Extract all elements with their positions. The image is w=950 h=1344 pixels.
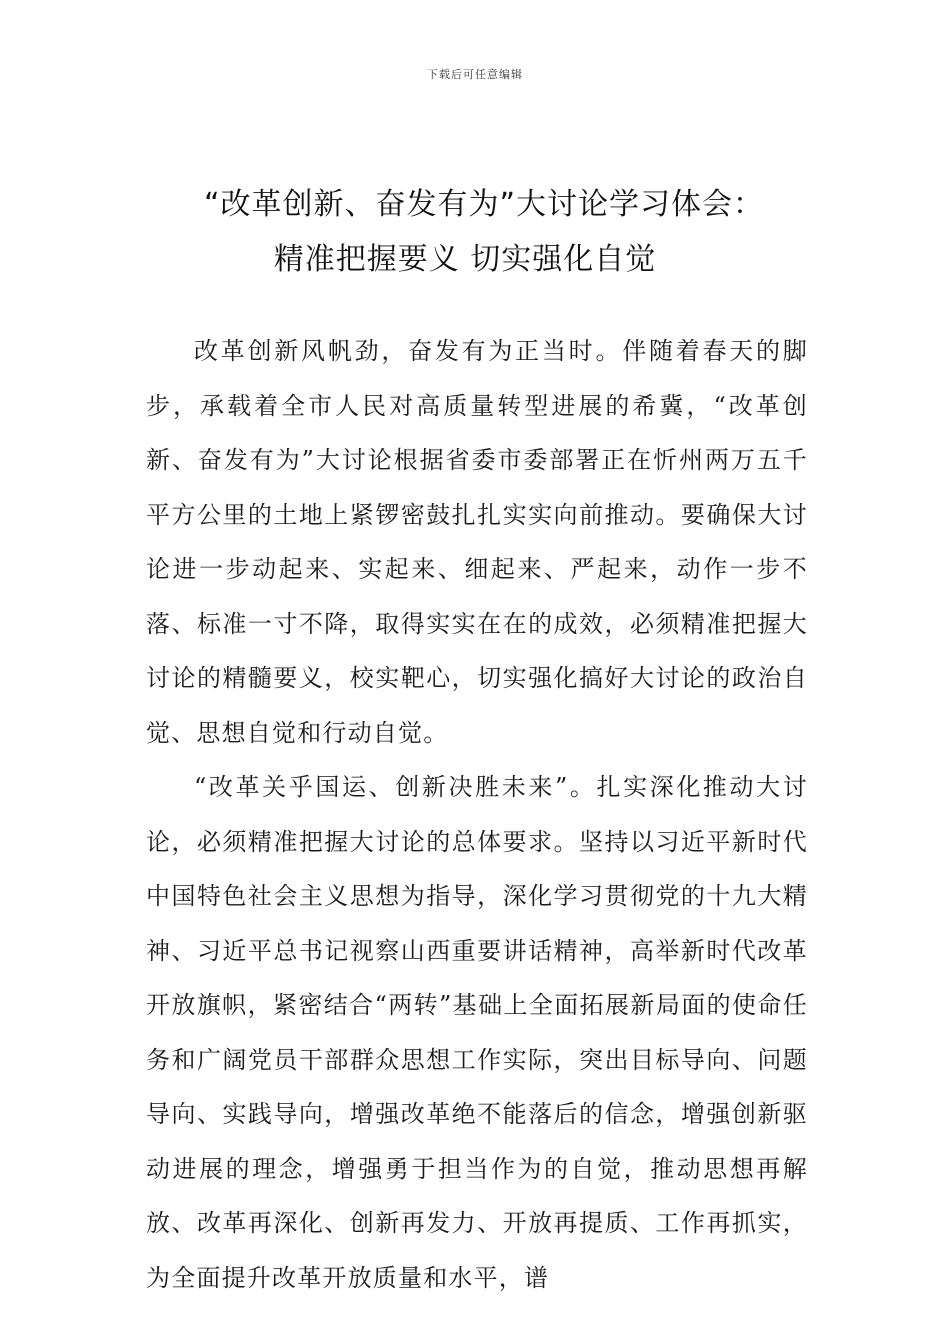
paragraph-2: “改革关乎国运、创新决胜未来”。扎实深化推动大讨论，必须精准把握大讨论的总体要求。坚持以习近平新时代中国特色社会主义思想为指导，深化学习贯彻党的十九大精神、习近平总书记视察山西重要讲话精神，高举新时代改革开放旗帜，紧密结合“两转”基础上全面拓展新局面的使命任务和广阔党员干部群众思想工作实际，突出目标导向、问题导向、实践导向，增强改革绝不能落后的信念，增强创新驱动进展的理念，增强勇于担当作为的自觉，推动思想再解放、改革再深化、创新再发力、开放再提质、工作再抓实，为全面提升改革开放质量和水平，谱 bbox=[146, 773, 808, 1292]
header-note: 下载后可任意编辑 bbox=[427, 68, 523, 81]
document-body bbox=[146, 324, 808, 1305]
title-line-1: “改革创新、奋发有为”大讨论学习体会： bbox=[203, 187, 765, 222]
title-line-2: 精准把握要义 切实强化自觉 bbox=[273, 242, 657, 277]
document-title bbox=[0, 178, 950, 287]
paragraph-1: 改革创新风帆劲，奋发有为正当时。伴随着春天的脚步，承载着全市人民对高质量转型进展的希冀，“改革创新、奋发有为”大讨论根据省委市委部署正在忻州两万五千平方公里的土地上紧锣密鼓扎扎实实向前推动。要确保大讨论进一步动起来、实起来、细起来、严起来，动作一步不落、标准一寸不降，取得实实在在的成效，必须精准把握大讨论的精髓要义，校实靶心，切实强化搞好大讨论的政治自觉、思想自觉和行动自觉。 bbox=[146, 337, 808, 747]
